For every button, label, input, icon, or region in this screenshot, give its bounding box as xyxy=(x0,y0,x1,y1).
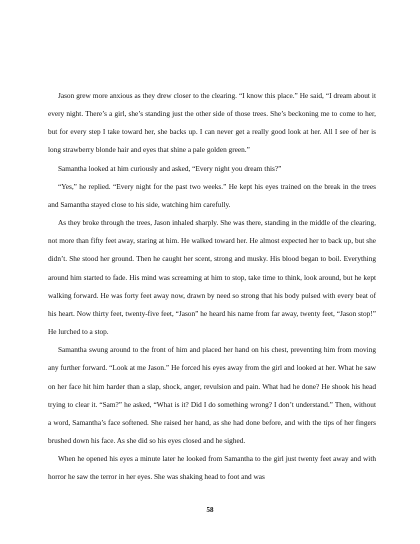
paragraph-6: When he opened his eyes a minute later he looked from Samantha to the girl just twenty feet away and with horror he saw the terror in her eyes. She was shaking head to foot and was xyxy=(48,454,376,482)
paragraph-4: As they broke through the trees, Jason inhaled sharply. She was there, standing in the middle of the clearing, not more than fifty feet away, staring at him. He walked toward her. He almost expected her to back up, but she didn’t. She stood her ground. Then he caught her scent, strong and musky. His blood began to boil. Everything around him started to fade. His mind was screaming at him to stop, take time to think, look around, but he kept walking forward. He was forty feet away now, drawn by need so strong that his body pulsed with every beat of his heart. Now thirty feet, twenty-five feet, “Jason” he heard his name from far away, twenty feet, “Jason stop!” He lurched to a stop. xyxy=(48,218,376,337)
page-number: 58 xyxy=(206,506,214,514)
paragraph-2: Samantha looked at him curiously and asked, “Every night you dream this?” xyxy=(58,163,282,173)
paragraph-3: “Yes,” he replied. “Every night for the past two weeks.” He kept his eyes trained on the break in the trees and Samantha stayed close to his side, watching him carefully. xyxy=(48,181,376,209)
paragraph-5: Samantha swung around to the front of him and placed her hand on his chest, preventing him from moving any further forward. “Look at me Jason.” He forced his eyes away from the girl and looked at her. What he saw on her face hit him harder than a slap, shock, anger, revulsion and pain. What had he done? He shook his head trying to clear it. “Sam?” he asked, “What is it? Did I do something wrong? I don’t understand.” Then, without a word, Samantha’s face softened. She raised her hand, as she had done before, and with the tips of her fingers brushed down his face. As she did so his eyes closed and he sighed. xyxy=(48,345,376,445)
body-text xyxy=(48,87,376,486)
paragraph-1: Jason grew more anxious as they drew closer to the clearing. “I know this place.” He said, “I dream about it every night. There’s a girl, she’s standing just the other side of those trees. She’s beckoning me to come to her, but for every step I take toward her, she backs up. I can never get a really good look at her. All I see of her is long strawberry blonde hair and eyes that shine a pale golden green.” xyxy=(48,91,376,155)
